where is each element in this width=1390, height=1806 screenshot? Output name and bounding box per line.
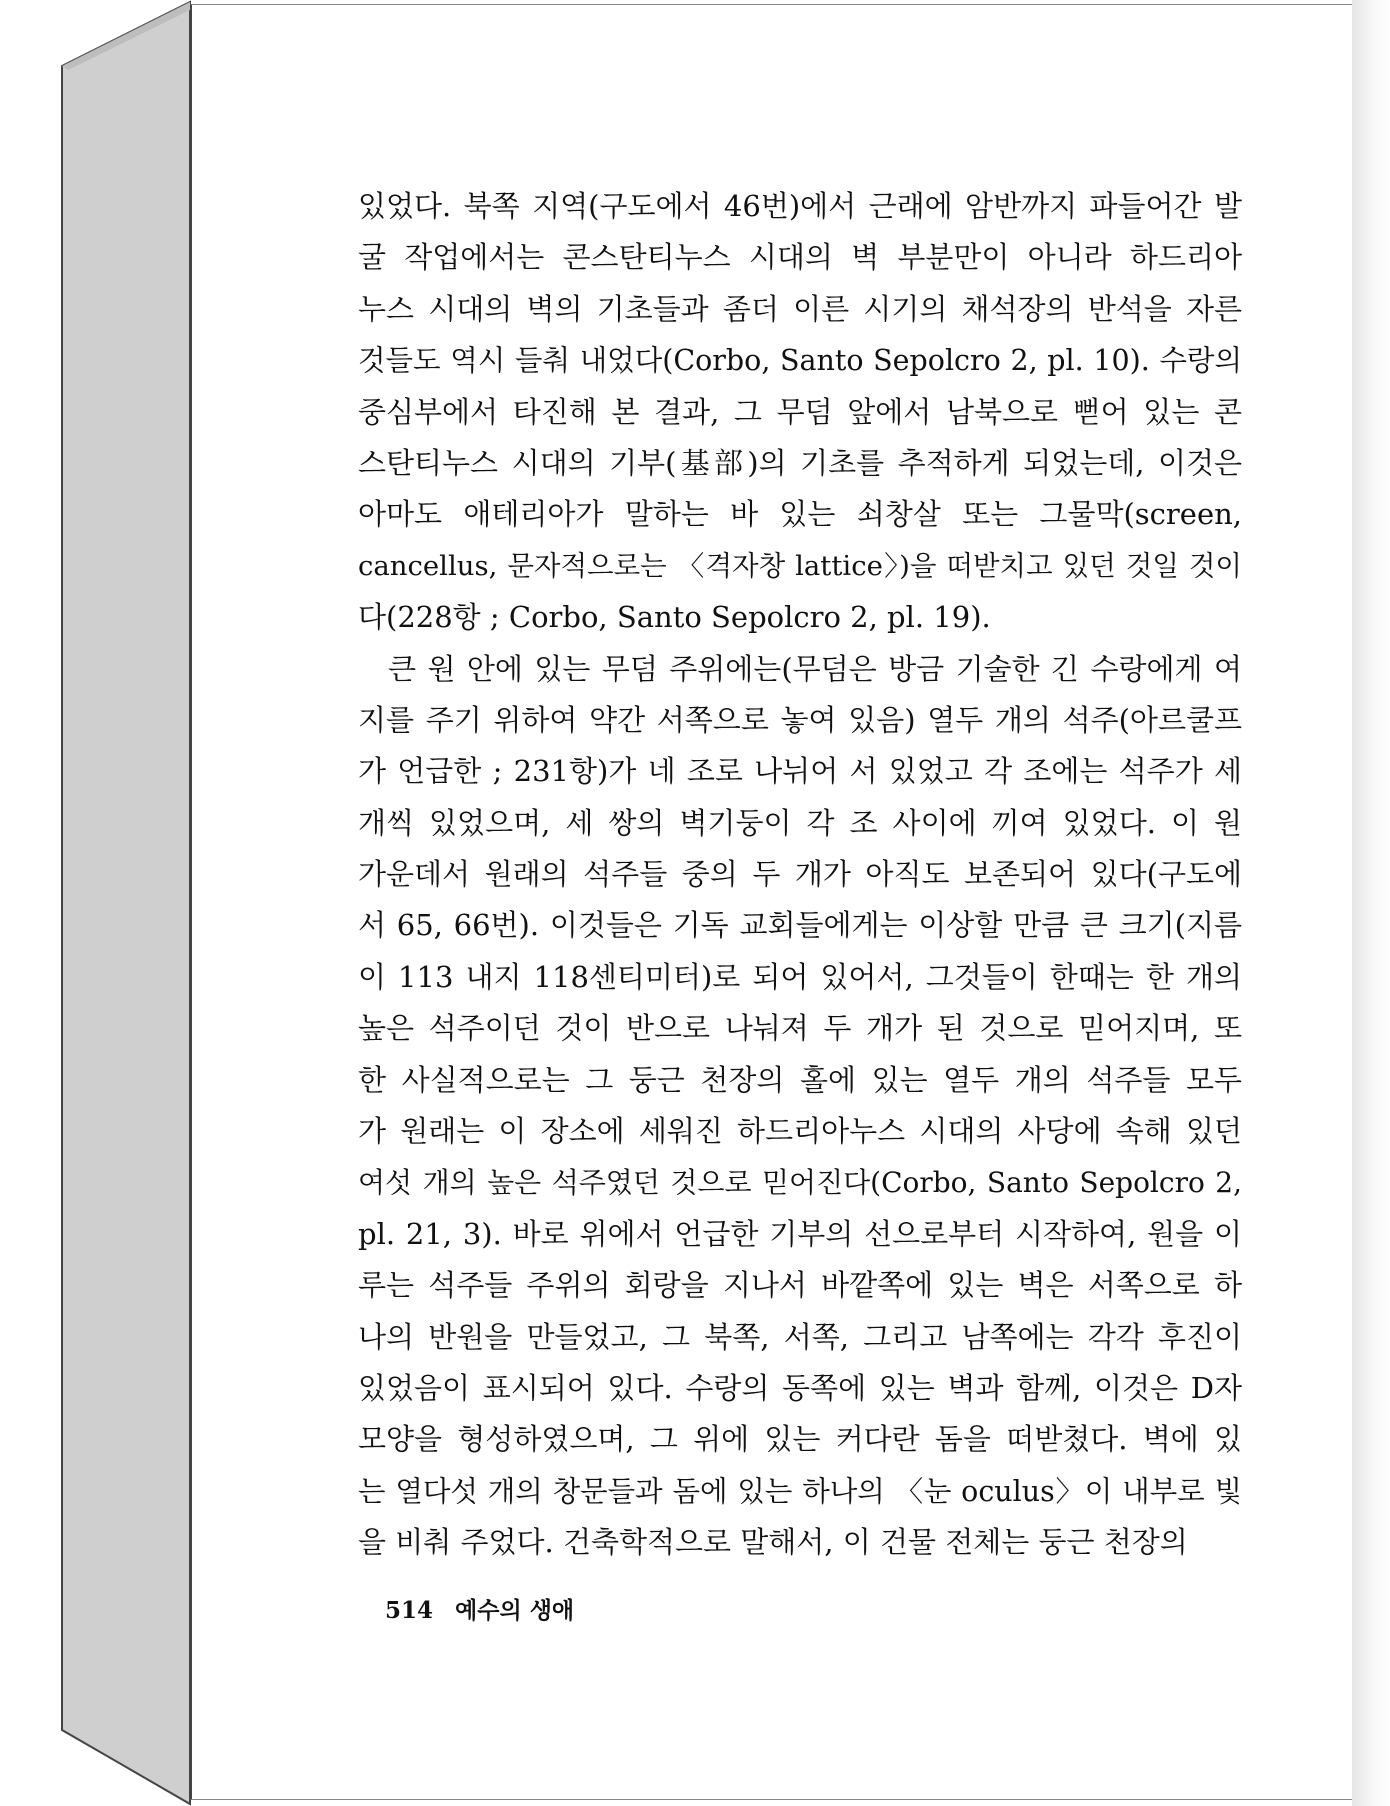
text-line: 지를 주기 위하여 약간 서쪽으로 놓여 있음) 열두 개의 석주(아르쿨프 bbox=[358, 702, 1242, 737]
text-line: 가운데서 원래의 석주들 중의 두 개가 아직도 보존되어 있다(구도에 bbox=[358, 857, 1242, 892]
text-line: 가 원래는 이 장소에 세워진 하드리아누스 시대의 사당에 속해 있던 bbox=[358, 1114, 1242, 1149]
text-line: 중심부에서 타진해 본 결과, 그 무덤 앞에서 남북으로 뻗어 있는 콘 bbox=[358, 394, 1242, 429]
text-line: 개씩 있었으며, 세 쌍의 벽기둥이 각 조 사이에 끼여 있었다. 이 원 bbox=[358, 805, 1242, 840]
page-footer bbox=[385, 1592, 574, 1625]
text-line: 큰 원 안에 있는 무덤 주위에는(무덤은 방금 기술한 긴 수랑에게 여 bbox=[388, 651, 1242, 686]
page-number: 514 bbox=[385, 1597, 434, 1624]
text-line: 모양을 형성하였으며, 그 위에 있는 커다란 돔을 떠받쳤다. 벽에 있 bbox=[358, 1422, 1242, 1457]
text-line: 을 비춰 주었다. 건축학적으로 말해서, 이 건물 전체는 둥근 천장의 bbox=[358, 1525, 1188, 1560]
text-line: cancellus, 문자적으로는 〈격자창 lattice〉)을 떠받치고 있던 것일 것이 bbox=[358, 549, 1242, 582]
text-line: pl. 21, 3). 바로 위에서 언급한 기부의 선으로부터 시작하여, 원을 이 bbox=[358, 1216, 1242, 1251]
text-line: 여섯 개의 높은 석주였던 것으로 믿어진다(Corbo, Santo Sepolcro 2, bbox=[358, 1166, 1242, 1200]
page-edge-shadow bbox=[1352, 0, 1390, 1806]
text-line: 가 언급한 ; 231항)가 네 조로 나뉘어 서 있었고 각 조에는 석주가 세 bbox=[358, 754, 1242, 789]
text-line: 는 열다섯 개의 창문들과 돔에 있는 하나의 〈눈 oculus〉이 내부로 빛 bbox=[358, 1474, 1242, 1508]
book-page bbox=[190, 4, 1368, 1800]
body-text bbox=[358, 181, 1242, 1569]
text-line: 다(228항 ; Corbo, Santo Sepolcro 2, pl. 19). bbox=[358, 600, 991, 635]
text-line: 한 사실적으로는 그 둥근 천장의 홀에 있는 열두 개의 석주들 모두 bbox=[358, 1062, 1242, 1097]
text-line: 것들도 역시 들춰 내었다(Corbo, Santo Sepolcro 2, pl. 10). 수랑의 bbox=[358, 344, 1242, 378]
text-line: 서 65, 66번). 이것들은 기독 교회들에게는 이상할 만큼 큰 크기(지름 bbox=[358, 908, 1242, 943]
text-line: 아마도 애테리아가 말하는 바 있는 쇠창살 또는 그물막(screen, bbox=[358, 497, 1242, 532]
text-line: 있었다. 북쪽 지역(구도에서 46번)에서 근래에 암반까지 파들어간 발 bbox=[358, 189, 1242, 223]
text-line: 누스 시대의 벽의 기초들과 좀더 이른 시기의 채석장의 반석을 자른 bbox=[358, 291, 1242, 326]
text-line: 나의 반원을 만들었고, 그 북쪽, 서쪽, 그리고 남쪽에는 각각 후진이 bbox=[358, 1319, 1242, 1354]
text-line: 높은 석주이던 것이 반으로 나눠져 두 개가 된 것으로 믿어지며, 또 bbox=[358, 1011, 1242, 1046]
paragraph bbox=[358, 181, 1242, 644]
book-spine-edge bbox=[60, 0, 192, 1806]
text-line: 있었음이 표시되어 있다. 수랑의 동쪽에 있는 벽과 함께, 이것은 D자 bbox=[358, 1370, 1242, 1405]
text-line: 굴 작업에서는 콘스탄티누스 시대의 벽 부분만이 아니라 하드리아 bbox=[358, 240, 1242, 275]
text-line: 루는 석주들 주위의 회랑을 지나서 바깥쪽에 있는 벽은 서쪽으로 하 bbox=[358, 1268, 1242, 1303]
text-line: 이 113 내지 118센티미터)로 되어 있어서, 그것들이 한때는 한 개의 bbox=[358, 959, 1242, 994]
running-title: 예수의 생애 bbox=[455, 1597, 575, 1624]
text-line: 스탄티누스 시대의 기부(基部)의 기초를 추적하게 되었는데, 이것은 bbox=[358, 445, 1242, 480]
paragraph bbox=[358, 644, 1242, 1569]
